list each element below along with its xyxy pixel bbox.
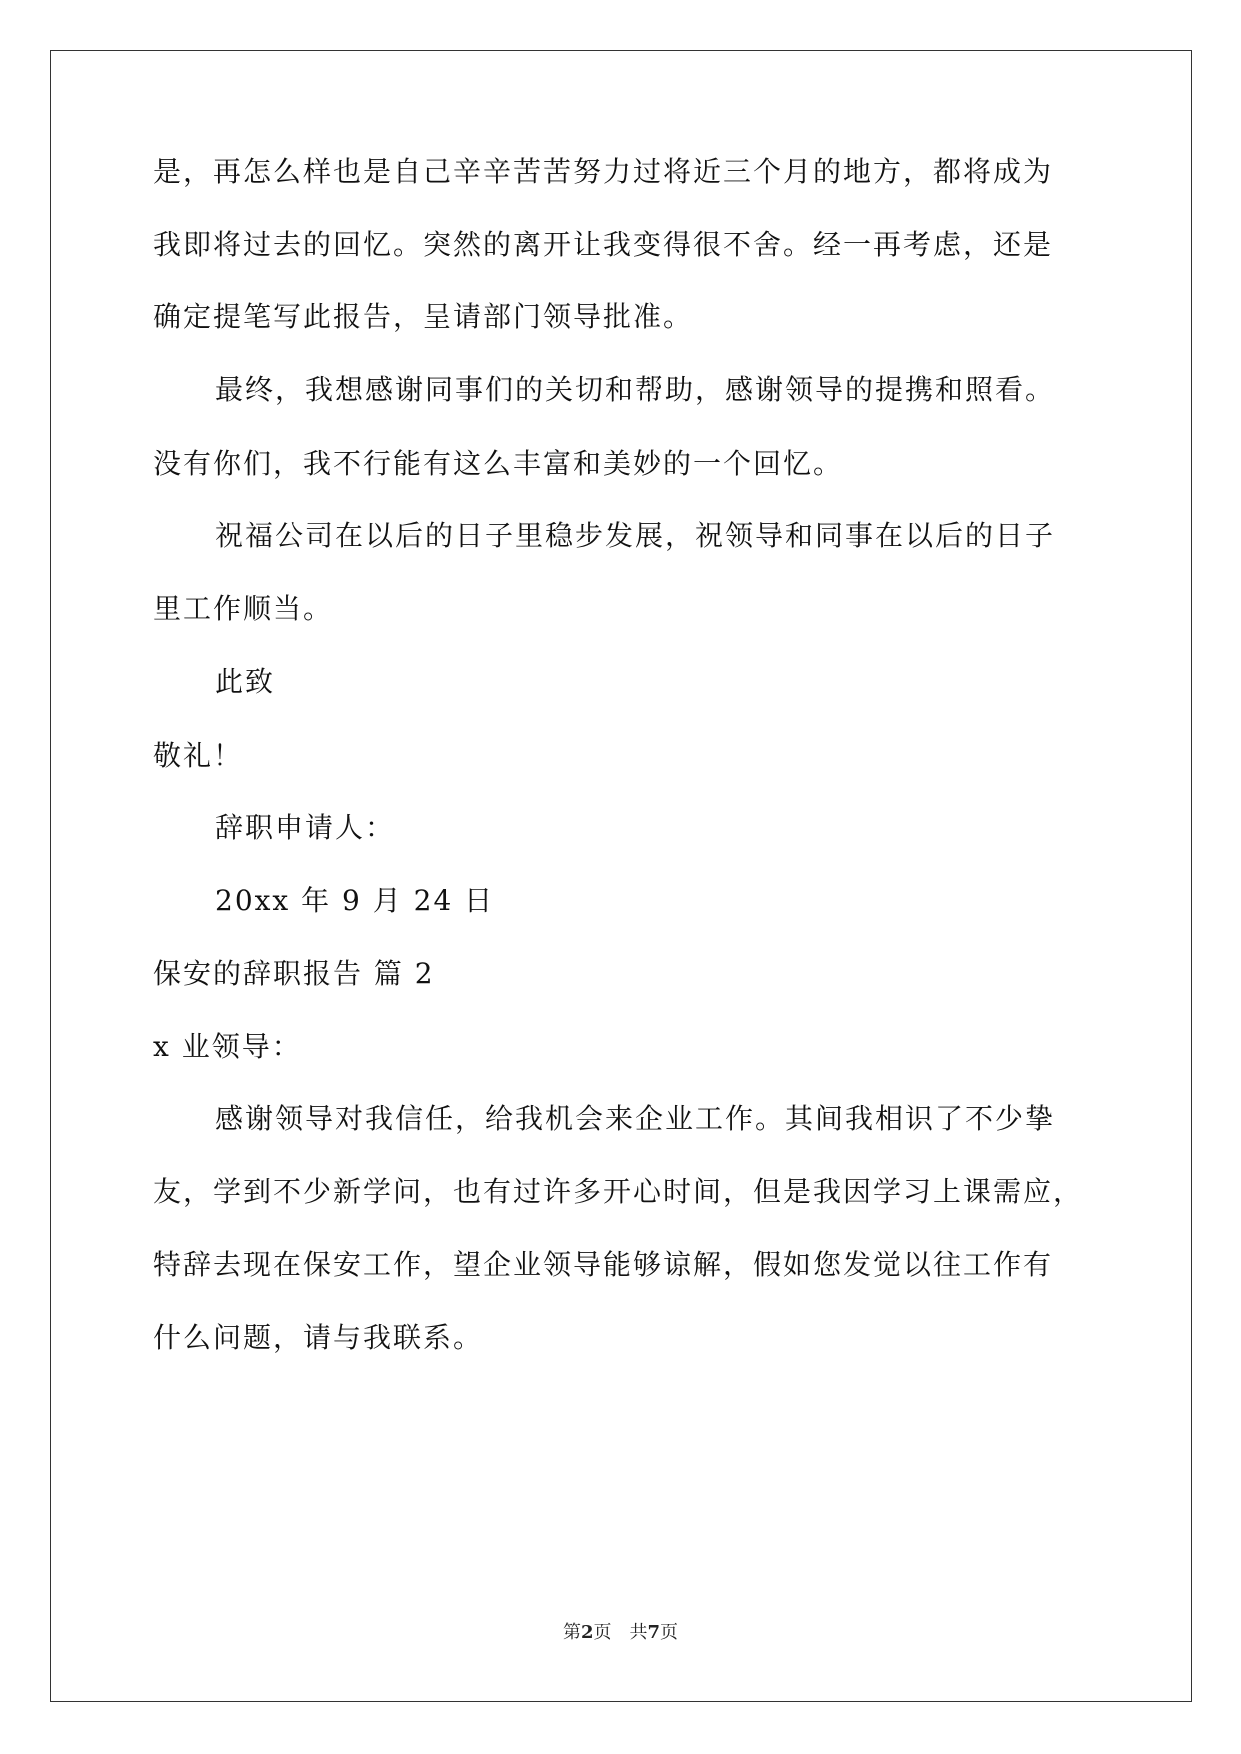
- total-pages-number: 7: [647, 1622, 661, 1643]
- text-line: 最终，我想感谢同事们的关切和帮助，感谢领导的提携和照看。: [215, 373, 1056, 406]
- closing-regards: 敬礼！: [153, 739, 244, 772]
- letter-greeting: x 业领导：: [153, 1030, 302, 1063]
- text-line: 里工作顺当。: [153, 592, 334, 625]
- text-line: 感谢领导对我信任，给我机会来企业工作。其间我相识了不少挚: [215, 1102, 1056, 1135]
- text-line: 特辞去现在保安工作，望企业领导能够谅解，假如您发觉以往工作有: [153, 1248, 1054, 1281]
- text-line: 什么问题，请与我联系。: [153, 1321, 484, 1354]
- text-line: 我即将过去的回忆。突然的离开让我变得很不舍。经一再考虑，还是: [153, 228, 1054, 261]
- text-line: 确定提笔写此报告，呈请部门领导批准。: [153, 300, 694, 333]
- text-line: 是，再怎么样也是自己辛辛苦苦努力过将近三个月的地方，都将成为: [153, 155, 1054, 188]
- page-footer: [0, 1622, 1241, 1644]
- section-heading: 保安的辞职报告 篇 2: [153, 957, 435, 990]
- page-prefix: 第: [562, 1622, 581, 1643]
- date-line: 20xx 年 9 月 24 日: [215, 884, 495, 917]
- signature-label: 辞职申请人：: [215, 811, 396, 844]
- closing-salutation: 此致: [215, 665, 276, 698]
- current-page-number: 2: [580, 1622, 594, 1643]
- text-line: 友，学到不少新学问，也有过许多开心时间，但是我因学习上课需应，: [153, 1175, 1084, 1208]
- page-suffix: 页: [660, 1622, 679, 1643]
- page-border: [50, 50, 1192, 1702]
- text-line: 没有你们，我不行能有这么丰富和美妙的一个回忆。: [153, 447, 844, 480]
- text-line: 祝福公司在以后的日子里稳步发展，祝领导和同事在以后的日子: [215, 519, 1056, 552]
- page-mid: 页 共: [593, 1622, 648, 1643]
